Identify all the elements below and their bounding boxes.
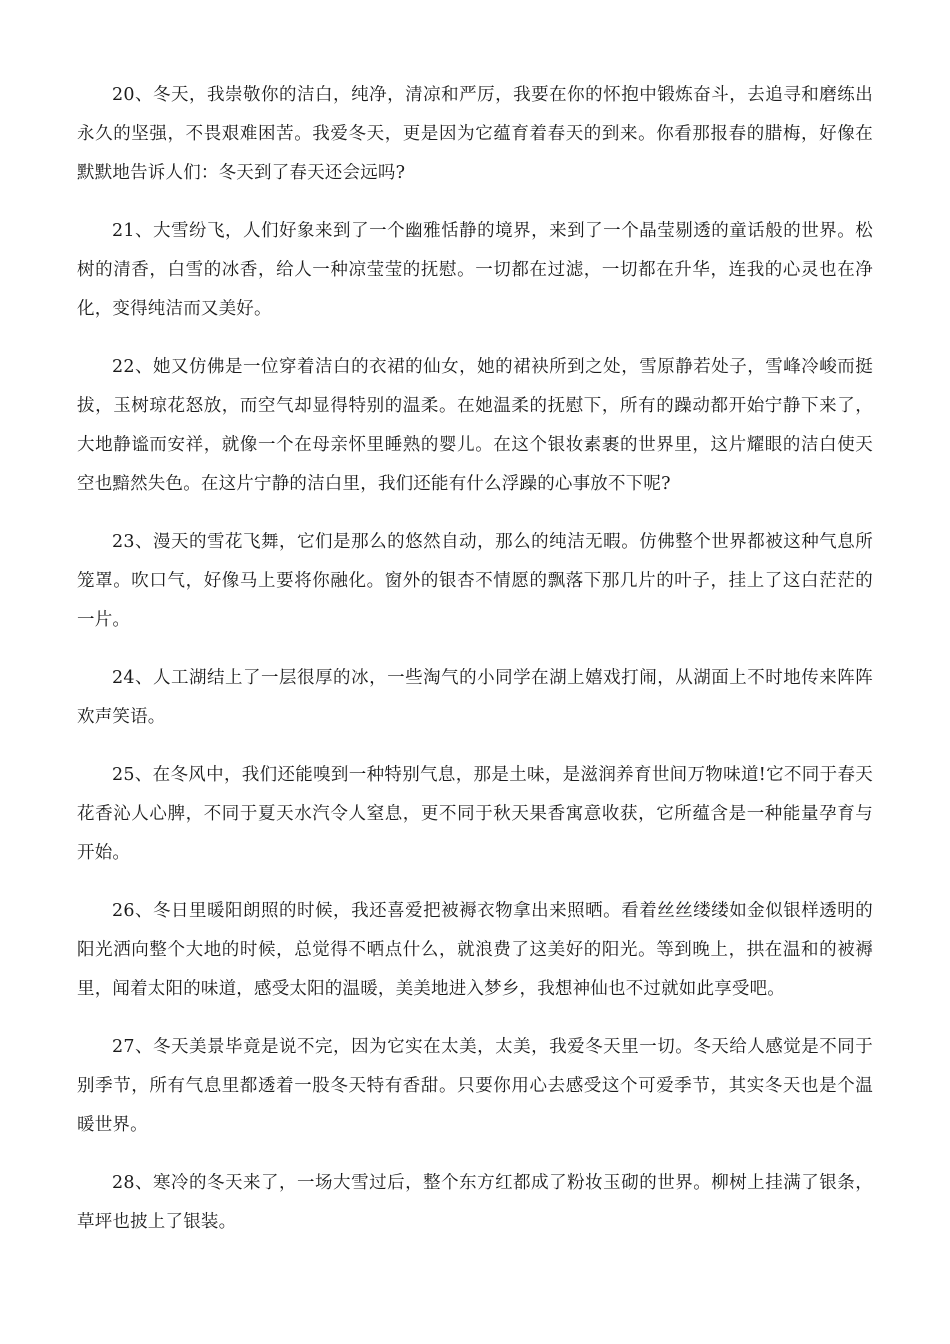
- paragraph-23: 23、漫天的雪花飞舞，它们是那么的悠然自动，那么的纯洁无暇。仿佛整个世界都被这种气息所笼罩。吹口气，好像马上要将你融化。窗外的银杏不情愿的飘落下那几片的叶子，挂上了这白茫茫的一片。: [77, 532, 873, 630]
- paragraph-25: 25、在冬风中，我们还能嗅到一种特别气息，那是土味，是滋润养育世间万物味道!它不同于春天花香沁人心脾，不同于夏天水汽令人窒息，更不同于秋天果香寓意收获，它所蕴含是一种能量孕育与开始。: [77, 765, 873, 863]
- paragraph-20: 20、冬天，我崇敬你的洁白，纯净，清凉和严厉，我要在你的怀抱中锻炼奋斗，去追寻和磨练出永久的坚强，不畏艰难困苦。我爱冬天，更是因为它蕴育着春天的到来。你看那报春的腊梅，好像在默默地告诉人们：冬天到了春天还会远吗?: [77, 85, 873, 183]
- paragraph-28: 28、寒冷的冬天来了，一场大雪过后，整个东方红都成了粉妆玉砌的世界。柳树上挂满了银条，草坪也披上了银装。: [77, 1173, 873, 1232]
- paragraph-22: 22、她又仿佛是一位穿着洁白的衣裙的仙女，她的裙袂所到之处，雪原静若处子，雪峰冷峻而挺拔，玉树琼花怒放，而空气却显得特别的温柔。在她温柔的抚慰下，所有的躁动都开始宁静下来了，大地静谧而安祥，就像一个在母亲怀里睡熟的婴儿。在这个银妆素裹的世界里，这片耀眼的洁白使天空也黯然失色。在这片宁静的洁白里，我们还能有什么浮躁的心事放不下呢?: [77, 357, 873, 494]
- paragraph-27: 27、冬天美景毕竟是说不完，因为它实在太美，太美，我爱冬天里一切。冬天给人感觉是不同于别季节，所有气息里都透着一股冬天特有香甜。只要你用心去感受这个可爱季节，其实冬天也是个温暖世界。: [77, 1037, 873, 1135]
- document-body: [77, 76, 873, 1261]
- paragraph-24: 24、人工湖结上了一层很厚的冰，一些淘气的小同学在湖上嬉戏打闹，从湖面上不时地传来阵阵欢声笑语。: [77, 668, 873, 727]
- paragraph-26: 26、冬日里暖阳朗照的时候，我还喜爱把被褥衣物拿出来照晒。看着丝丝缕缕如金似银样透明的阳光洒向整个大地的时候，总觉得不晒点什么，就浪费了这美好的阳光。等到晚上，拱在温和的被褥里，闻着太阳的味道，感受太阳的温暖，美美地进入梦乡，我想神仙也不过就如此享受吧。: [77, 901, 873, 999]
- paragraph-21: 21、大雪纷飞，人们好象来到了一个幽雅恬静的境界，来到了一个晶莹剔透的童话般的世界。松树的清香，白雪的冰香，给人一种凉莹莹的抚慰。一切都在过滤，一切都在升华，连我的心灵也在净化，变得纯洁而又美好。: [77, 221, 873, 319]
